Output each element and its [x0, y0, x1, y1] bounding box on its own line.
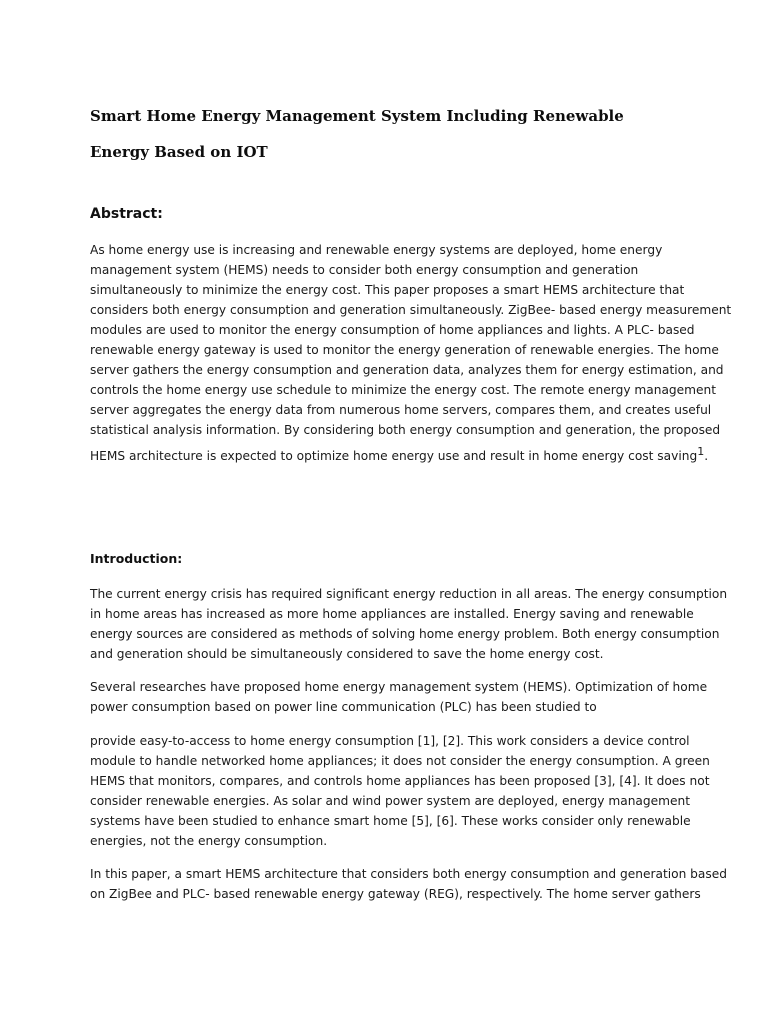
intro-line: and generation should be simultaneously considered to save the home energy cost.: [90, 647, 604, 661]
intro-line: The current energy crisis has required significant energy reduction in all areas. The energy consumption: [90, 587, 728, 601]
abstract-paragraph: [90, 240, 732, 472]
intro-line: power consumption based on power line communication (PLC) has been studied to: [90, 700, 597, 714]
intro-paragraph-1: [90, 584, 728, 664]
intro-line: in home areas has increased as more home appliances are installed. Energy saving and renewable: [90, 607, 694, 621]
abstract-heading: Abstract:: [90, 206, 163, 222]
intro-line: systems have been studied to enhance smart home [5], [6]. These works consider only renewable: [90, 814, 691, 828]
abstract-line: server aggregates the energy data from numerous home servers, compares them, and creates useful: [90, 403, 712, 417]
intro-paragraph-2: [90, 677, 708, 717]
abstract-line: controls the home energy use schedule to minimize the energy cost. The remote energy management: [90, 383, 717, 397]
abstract-line: considers both energy consumption and generation simultaneously. ZigBee- based energy measurement: [90, 303, 732, 317]
paper-title-line-1: Smart Home Energy Management System Including Renewable: [90, 107, 624, 125]
intro-line: provide easy-to-access to home energy consumption [1], [2]. This work considers a device control: [90, 734, 690, 748]
abstract-line: renewable energy gateway is used to monitor the energy generation of renewable energies. The home: [90, 343, 719, 357]
abstract-line: As home energy use is increasing and renewable energy systems are deployed, home energy: [90, 243, 663, 257]
intro-line: HEMS that monitors, compares, and controls home appliances has been proposed [3], [4]. It does not: [90, 774, 710, 788]
intro-line: Several researches have proposed home energy management system (HEMS). Optimization of home: [90, 680, 708, 694]
intro-line: consider renewable energies. As solar and wind power system are deployed, energy management: [90, 794, 691, 808]
intro-line: energies, not the energy consumption.: [90, 834, 328, 848]
intro-line: In this paper, a smart HEMS architecture that considers both energy consumption and generation based: [90, 867, 727, 881]
introduction-heading: Introduction:: [90, 551, 183, 566]
abstract-line: statistical analysis information. By considering both energy consumption and generation, the proposed: [90, 423, 721, 437]
abstract-line: management system (HEMS) needs to consider both energy consumption and generation: [90, 263, 639, 277]
intro-line: energy sources are considered as methods of solving home energy problem. Both energy consumption: [90, 627, 720, 641]
paper-title-line-2: Energy Based on IOT: [90, 143, 268, 161]
abstract-last-line: [90, 440, 709, 472]
intro-paragraph-4: [90, 864, 727, 904]
abstract-line: simultaneously to minimize the energy cost. This paper proposes a smart HEMS architecture that: [90, 283, 685, 297]
intro-line: on ZigBee and PLC- based renewable energy gateway (REG), respectively. The home server gathers: [90, 887, 701, 901]
abstract-last-line-text: HEMS architecture is expected to optimize home energy use and result in home energy cost saving: [90, 449, 698, 463]
abstract-line: server gathers the energy consumption and generation data, analyzes them for energy estimation, and: [90, 363, 724, 377]
abstract-line: modules are used to monitor the energy consumption of home appliances and lights. A PLC- based: [90, 323, 695, 337]
footnote-marker[interactable]: 1: [697, 444, 705, 458]
abstract-last-punct: .: [704, 449, 709, 463]
intro-paragraph-3: [90, 731, 710, 851]
intro-line: module to handle networked home appliances; it does not consider the energy consumption. A green: [90, 754, 710, 768]
